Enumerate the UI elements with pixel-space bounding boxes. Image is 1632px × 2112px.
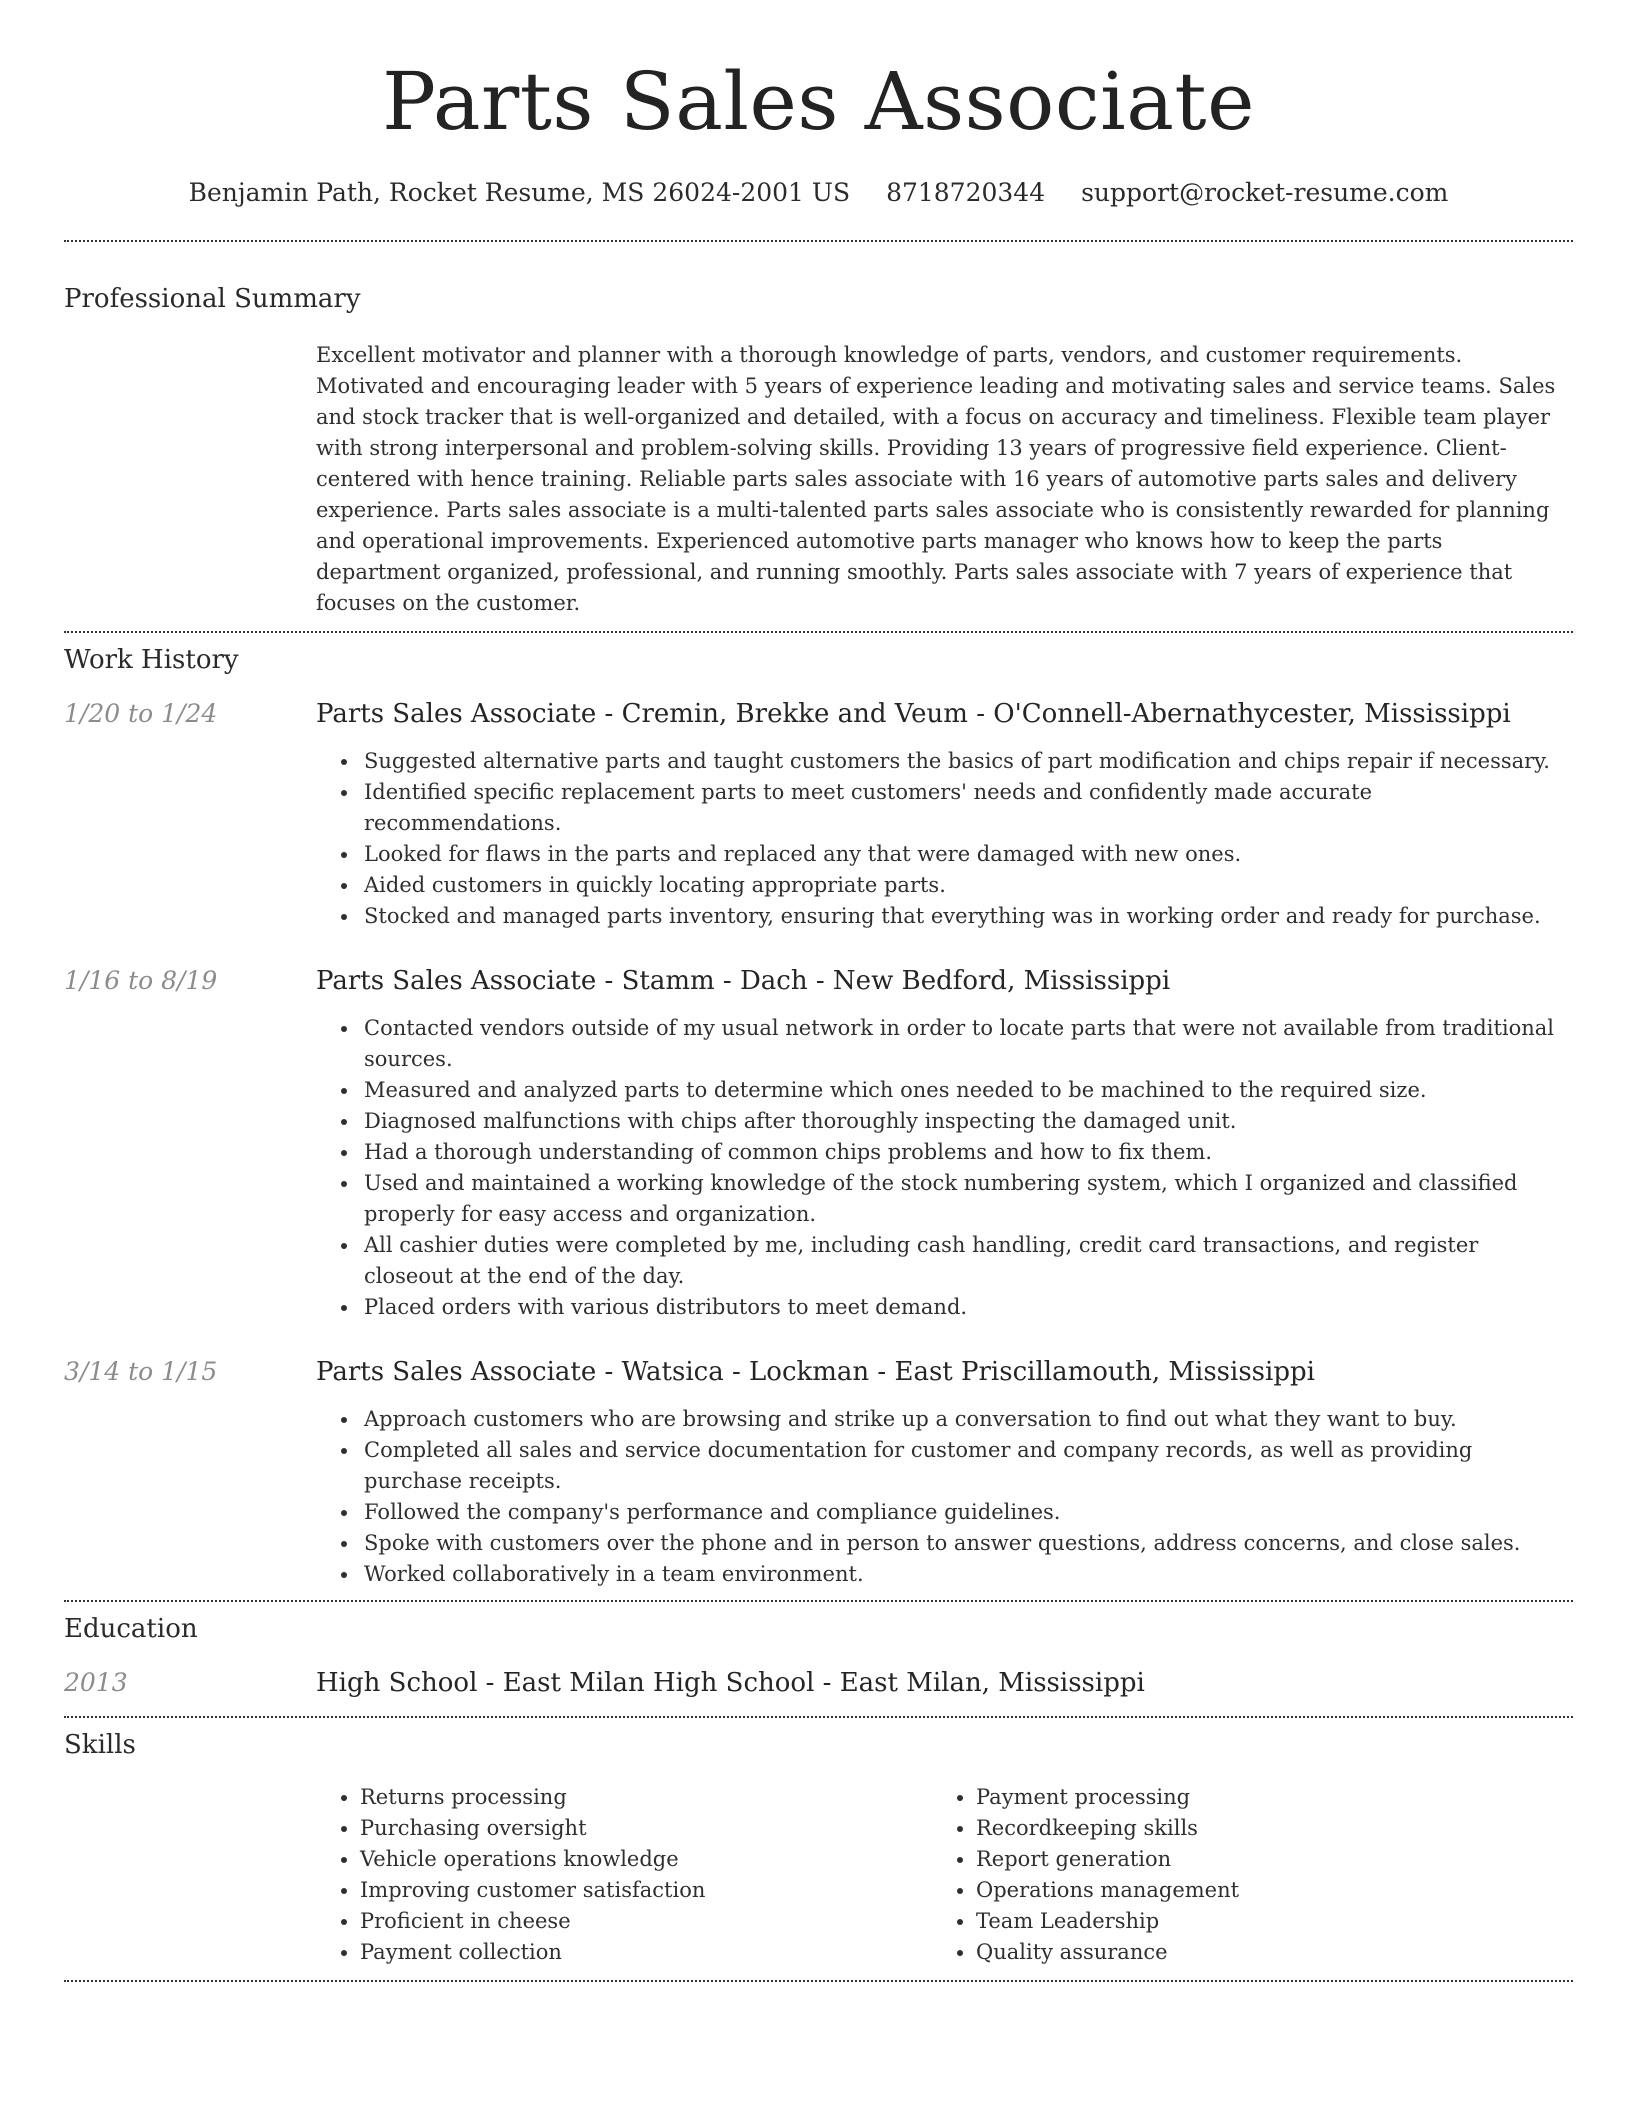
skills-column-2: [932, 1782, 1548, 1968]
contact-email: support@rocket-resume.com: [1081, 178, 1449, 207]
job-bullets: [64, 1013, 1573, 1323]
skill-item: • Returns processing: [360, 1782, 932, 1813]
skill-item: • Team Leadership: [976, 1906, 1548, 1937]
list-item: • Stocked and managed parts inventory, ensuring that everything was in working order and ready for purchase.: [360, 901, 1573, 932]
contact-address: Benjamin Path, Rocket Resume, MS 26024-2001 US: [188, 178, 851, 207]
list-item: • Aided customers in quickly locating appropriate parts.: [360, 870, 1573, 901]
job-date: 3/14 to 1/15: [64, 1357, 218, 1386]
education-title: High School - East Milan High School - East Milan, Mississippi: [316, 1668, 1145, 1698]
education-heading: Education: [64, 1614, 198, 1644]
divider: [64, 240, 1573, 242]
education-entry: [64, 1668, 1573, 1698]
list-item: • Completed all sales and service documentation for customer and company records, as well as providing purchase receipts.: [360, 1435, 1573, 1497]
skill-item: • Improving customer satisfaction: [360, 1875, 932, 1906]
list-item: • Followed the company's performance and compliance guidelines.: [360, 1497, 1573, 1528]
skill-item: • Recordkeeping skills: [976, 1813, 1548, 1844]
list-item: • Spoke with customers over the phone and in person to answer questions, address concerns, and close sales.: [360, 1528, 1573, 1559]
job-entry: [64, 1357, 1573, 1590]
skills-heading: Skills: [64, 1730, 136, 1760]
divider: [64, 1980, 1573, 1982]
skill-item: • Report generation: [976, 1844, 1548, 1875]
skill-item: • Vehicle operations knowledge: [360, 1844, 932, 1875]
job-date: 1/16 to 8/19: [64, 966, 218, 995]
skill-item: • Quality assurance: [976, 1937, 1548, 1968]
list-item: • Used and maintained a working knowledge of the stock numbering system, which I organized and classified properly for easy access and organization.: [360, 1168, 1573, 1230]
summary-heading: Professional Summary: [64, 284, 361, 314]
work-heading: Work History: [64, 645, 239, 675]
skill-item: • Payment processing: [976, 1782, 1548, 1813]
skill-item: • Proficient in cheese: [360, 1906, 932, 1937]
job-entry: [64, 966, 1573, 1323]
skill-item: • Purchasing oversight: [360, 1813, 932, 1844]
skills-list: [316, 1782, 1573, 1968]
job-bullets: [64, 746, 1573, 932]
job-title: Parts Sales Associate - Cremin, Brekke and Veum - O'Connell-Abernathycester, Mississippi: [316, 699, 1511, 729]
list-item: • Identified specific replacement parts to meet customers' needs and confidently made accurate recommendations.: [360, 777, 1573, 839]
contact-line: [64, 178, 1573, 207]
list-item: • Measured and analyzed parts to determine which ones needed to be machined to the required size.: [360, 1075, 1573, 1106]
summary-text: Excellent motivator and planner with a thorough knowledge of parts, vendors, and customer requirements. Motivated and encouraging leader with 5 years of experience leading and motivating sales and service teams. Sales and stock tracker that is well-organized and detailed, with a focus on accuracy and timeliness. Flexible team player with strong interpersonal and problem-solving skills. Providing 13 years of progressive field experience. Client-centered with hence training. Reliable parts sales associate with 16 years of automotive parts sales and delivery experience. Parts sales associate is a multi-talented parts sales associate who is consistently rewarded for planning and operational improvements. Experienced automotive parts manager who knows how to keep the parts department organized, professional, and running smoothly. Parts sales associate with 7 years of experience that focuses on the customer.: [316, 343, 1556, 615]
skills-column-1: [316, 1782, 932, 1968]
list-item: • Suggested alternative parts and taught customers the basics of part modification and chips repair if necessary.: [360, 746, 1573, 777]
list-item: • Looked for flaws in the parts and replaced any that were damaged with new ones.: [360, 839, 1573, 870]
list-item: • Contacted vendors outside of my usual network in order to locate parts that were not available from traditional sources.: [360, 1013, 1573, 1075]
list-item: • Approach customers who are browsing and strike up a conversation to find out what they want to buy.: [360, 1404, 1573, 1435]
list-item: • Worked collaboratively in a team environment.: [360, 1559, 1573, 1590]
contact-phone: 8718720344: [886, 178, 1046, 207]
skill-item: • Payment collection: [360, 1937, 932, 1968]
job-title: Parts Sales Associate - Watsica - Lockman - East Priscillamouth, Mississippi: [316, 1357, 1315, 1387]
list-item: • Diagnosed malfunctions with chips after thoroughly inspecting the damaged unit.: [360, 1106, 1573, 1137]
skill-item: • Operations management: [976, 1875, 1548, 1906]
list-item: • All cashier duties were completed by me, including cash handling, credit card transactions, and register closeout at the end of the day.: [360, 1230, 1573, 1292]
list-item: • Placed orders with various distributors to meet demand.: [360, 1292, 1573, 1323]
job-bullets: [64, 1404, 1573, 1590]
divider: [64, 631, 1573, 633]
list-item: • Had a thorough understanding of common chips problems and how to fix them.: [360, 1137, 1573, 1168]
job-title: Parts Sales Associate - Stamm - Dach - New Bedford, Mississippi: [316, 966, 1171, 996]
education-date: 2013: [64, 1668, 128, 1697]
resume-page: [64, 0, 1573, 1982]
job-date: 1/20 to 1/24: [64, 699, 218, 728]
resume-title: Parts Sales Associate: [382, 55, 1255, 148]
job-entry: [64, 699, 1573, 932]
divider: [64, 1600, 1573, 1602]
divider: [64, 1716, 1573, 1718]
